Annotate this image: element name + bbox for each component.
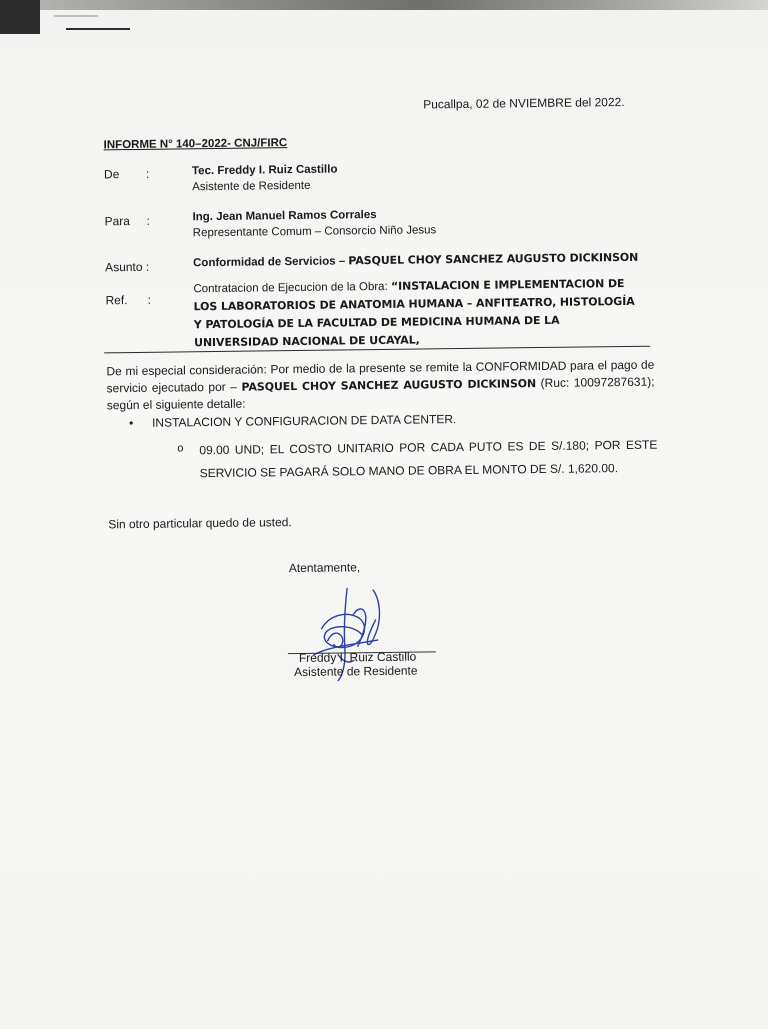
sub-bullet-marker: o bbox=[177, 442, 184, 455]
asunto-name: PASQUEL CHOY SANCHEZ AUGUSTO DICKINSON bbox=[348, 250, 639, 268]
de-colon: : bbox=[145, 166, 150, 181]
ref-label: Ref. bbox=[105, 293, 128, 308]
atentamente: Atentamente, bbox=[288, 560, 361, 576]
body-paragraph bbox=[106, 357, 655, 415]
para-role: Representante Comum – Consorcio Niño Jesus bbox=[192, 224, 437, 240]
informe-number: INFORME N° 140–2022- CNJ/FIRC bbox=[103, 137, 288, 152]
ref-intro: Contratacion de Ejecucion de la Obra: bbox=[193, 280, 392, 296]
ref-block bbox=[193, 275, 646, 353]
signature-role: Asistente de Residente bbox=[294, 663, 418, 680]
asunto-block bbox=[193, 250, 653, 272]
ref-colon: : bbox=[147, 292, 151, 307]
de-name: Tec. Freddy I. Ruiz Castillo bbox=[191, 163, 338, 178]
de-role: Asistente de Residente bbox=[192, 179, 311, 194]
de-label: De bbox=[103, 167, 120, 182]
bullet-marker: • bbox=[128, 416, 134, 431]
date-line: Pucallpa, 02 de NVIEMBRE del 2022. bbox=[423, 94, 625, 112]
body-contractor: PASQUEL CHOY SANCHEZ AUGUSTO DICKINSON bbox=[241, 377, 537, 394]
de-block bbox=[192, 158, 652, 196]
sub-item: 09.00 UND; EL COSTO UNITARIO POR CADA PUTO ES DE S/.180; POR ESTE SERVICIO SE PAGARÁ SOLO MANO DE OBRA EL MONTO DE S/. 1,620.00. bbox=[199, 437, 658, 481]
para-colon: : bbox=[146, 213, 151, 228]
closing-line: Sin otro particular quedo de usted. bbox=[108, 515, 292, 532]
para-label: Para bbox=[104, 214, 131, 229]
signature-name: Freddy I. Ruiz Castillo bbox=[298, 649, 417, 666]
asunto-label: Asunto : bbox=[105, 259, 150, 275]
bullet-item: INSTALACION Y CONFIGURACION DE DATA CENTER. bbox=[151, 412, 457, 430]
ref-obra: “INSTALACION E IMPLEMENTACION DE LOS LABORATORIOS DE ANATOMIA HUMANA – ANFITEATRO, HISTOLOGÍA Y PATOLOGÍA DE LA FACULTAD DE MEDICINA HUMANA DE LA UNIVERSIDAD NACIONAL DE UCAYAL, bbox=[193, 276, 635, 350]
asunto-prefix: Conformidad de Servicios – bbox=[193, 255, 349, 270]
signature-stroke bbox=[353, 609, 366, 646]
para-name: Ing. Jean Manuel Ramos Corrales bbox=[192, 209, 377, 224]
signature-stroke bbox=[367, 590, 380, 645]
body-part1: De mi especial consideración: Por medio de la presente se remite la CONFORMIDAD para el pago de servicio ejecutado por – bbox=[106, 357, 655, 396]
body-part2: (Ruc: 10097287631); según el siguiente detalle: bbox=[106, 374, 655, 413]
para-block bbox=[192, 204, 652, 242]
